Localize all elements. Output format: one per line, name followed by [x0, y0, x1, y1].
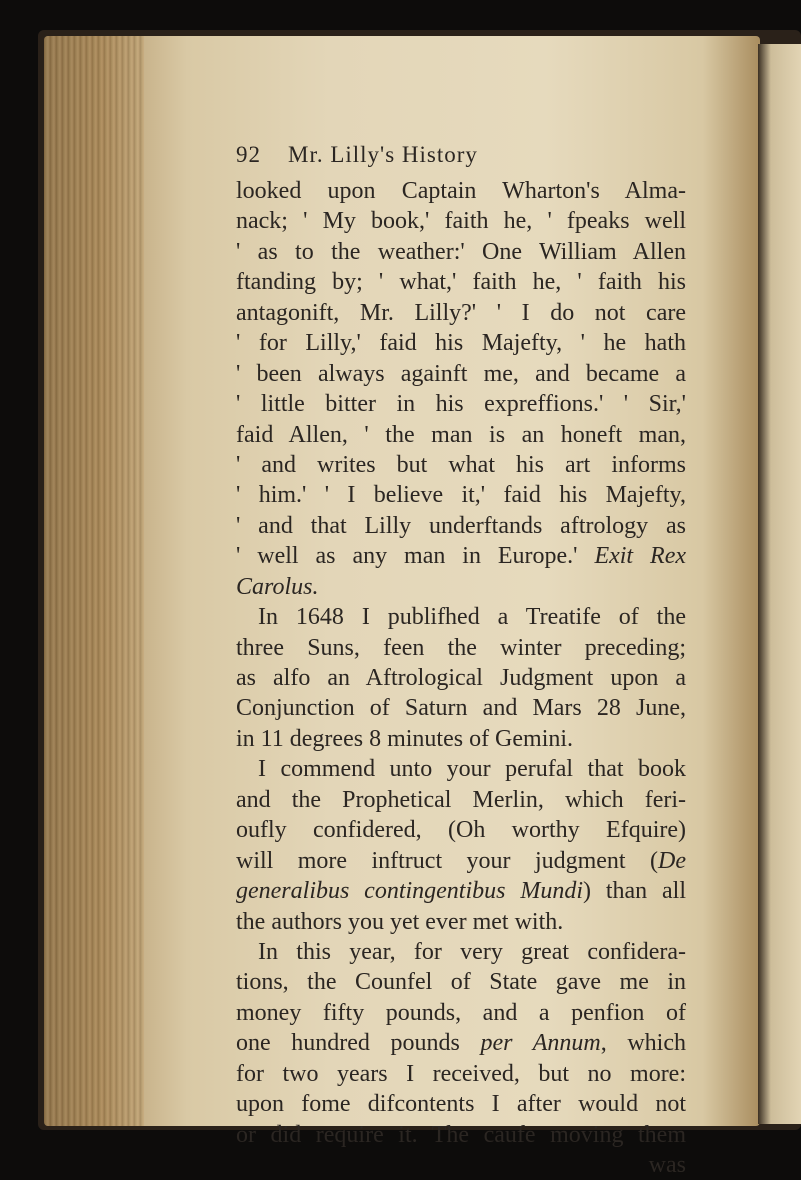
text-line — [236, 846, 686, 876]
text-line — [236, 572, 686, 602]
italic-segment: De — [658, 847, 686, 874]
text-line: ' and writes but what his art informs — [236, 451, 686, 478]
text-line — [236, 541, 686, 571]
text-line: Conjunction of Saturn and Mars 28 June, — [236, 695, 686, 722]
text-line: or did require it. The caufe moving them — [236, 1121, 686, 1148]
text-segment: , which — [600, 1030, 686, 1057]
text-line: oufly confidered, (Oh worthy Efquire) — [236, 817, 686, 844]
text-segment: ' well as any man in Europe.' — [236, 543, 578, 570]
text-segment: one hundred pounds — [236, 1030, 481, 1057]
text-line: as alfo an Aftrological Judgment upon a — [236, 665, 686, 691]
text-line — [236, 876, 686, 906]
italic-segment: Exit Rex — [594, 543, 686, 570]
text-line: ' as to the weather:' One William Allen — [236, 238, 686, 265]
text-line: In 1648 I publifhed a Treatife of the — [258, 604, 686, 631]
text-line: faid Allen, ' the man is an honeft man, — [236, 421, 686, 448]
text-line: looked upon Captain Wharton's Alma- — [236, 178, 686, 204]
page-text-area — [236, 142, 686, 1180]
text-segment: will more inftruct your judgment ( — [236, 847, 659, 874]
text-line: money fifty pounds, and a penfion of — [236, 999, 686, 1026]
text-line: I commend unto your perufal that book — [258, 756, 686, 783]
running-head: Mr. Lilly's History — [288, 142, 478, 167]
text-line: for two years I received, but no more: — [236, 1060, 686, 1087]
text-line: ' little bitter in his expreffions.' ' Sir,' — [236, 391, 686, 418]
text-line: tions, the Counfel of State gave me in — [236, 969, 686, 996]
text-line — [236, 1028, 686, 1058]
italic-segment: Carolus. — [236, 573, 319, 600]
page-edges — [44, 36, 144, 1126]
text-line: ' him.' ' I believe it,' faid his Majefty, — [236, 482, 686, 509]
text-segment: ) than all — [583, 878, 686, 905]
text-line: ' and that Lilly underftands aftrology as — [236, 512, 686, 539]
text-line: ' been always againft me, and became a — [236, 360, 686, 387]
text-line: three Suns, feen the winter preceding; — [236, 634, 686, 661]
text-line: the authors you yet ever met with. — [236, 908, 564, 935]
italic-segment: generalibus contingentibus Mundi — [236, 878, 583, 905]
text-line: in 11 degrees 8 minutes of Gemini. — [236, 725, 574, 752]
page-number: 92 — [236, 142, 261, 167]
page-header — [236, 142, 686, 172]
body-text — [236, 176, 686, 1180]
text-line: ' for Lilly,' faid his Majefty, ' he hath — [236, 330, 686, 357]
text-line: and the Prophetical Merlin, which feri- — [236, 786, 686, 813]
catchword: was — [648, 1152, 686, 1178]
text-line: upon fome difcontents I after would not — [236, 1091, 686, 1118]
text-line: nack; ' My book,' faith he, ' fpeaks well — [236, 208, 686, 235]
facing-page-edge — [758, 44, 801, 1124]
text-line: ftanding by; ' what,' faith he, ' faith his — [236, 269, 686, 296]
text-line: In this year, for very great confidera- — [258, 938, 686, 965]
italic-segment: per Annum — [480, 1030, 601, 1057]
text-line: antagonift, Mr. Lilly?' ' I do not care — [236, 299, 686, 326]
